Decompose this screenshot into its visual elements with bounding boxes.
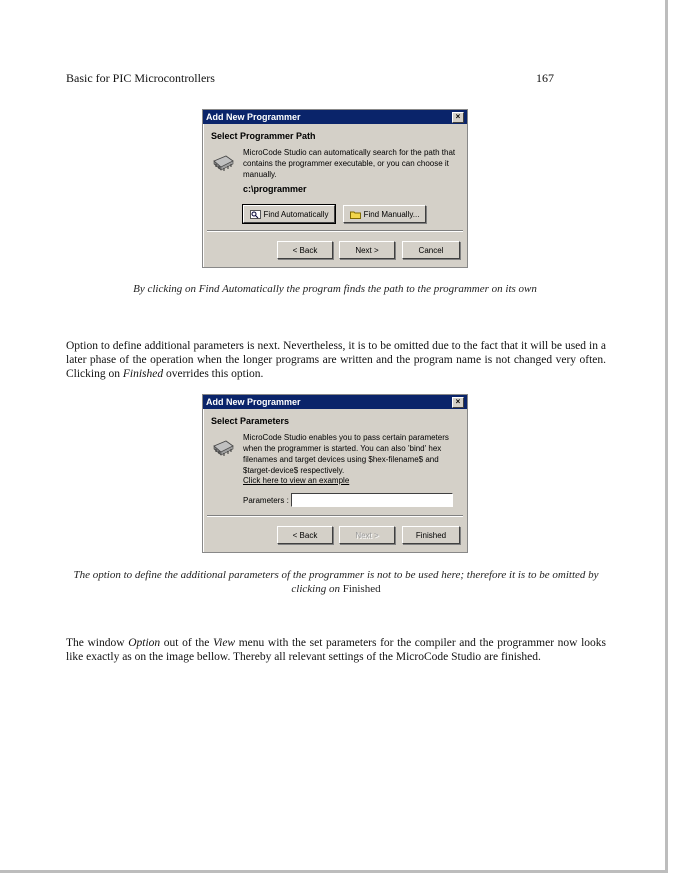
back-button[interactable] [277, 526, 333, 544]
paragraph-emphasis: Option [128, 637, 161, 649]
caption-text: The option to define the additional parameters of the programmer is not to be used here; therefore it is to be omitted by clicking on [73, 569, 599, 595]
close-button[interactable]: × [452, 397, 464, 408]
find-automatically-button[interactable] [243, 205, 335, 223]
paragraph-text: Option to define additional parameters is next. Nevertheless, it is to be omitted due to the fact that it will be used in a later phase of the operation when the longer programs are written and the program name is not changed very often. Clicking on [66, 340, 606, 380]
dialog-description: MicroCode Studio enables you to pass certain parameters when the programmer is started. You can also 'bind' hex filenames and target devices using $hex-filename$ and $target-device$ respectively. [243, 433, 449, 475]
find-automatically-label: Find Automatically [263, 209, 329, 219]
next-label: Next > [355, 245, 379, 255]
paragraph-text: overrides this option. [163, 368, 264, 380]
paragraph-parameters [66, 339, 606, 381]
paragraph-text: out of the [160, 637, 213, 649]
separator [207, 515, 463, 517]
folder-icon [350, 210, 361, 219]
back-button[interactable] [277, 241, 333, 259]
parameters-label: Parameters : [243, 496, 289, 505]
dialog-title: Add New Programmer [206, 397, 301, 407]
paragraph-emphasis: Finished [122, 368, 164, 380]
dialog-titlebar [203, 110, 467, 124]
caption-emphasis: Finished [342, 583, 381, 595]
back-label: < Back [292, 530, 318, 540]
paragraph-text: The window [66, 637, 129, 649]
dialog-description: MicroCode Studio can automatically search for the path that contains the programmer executable, or you can choose it manually. [243, 148, 456, 179]
finished-button[interactable] [402, 526, 460, 544]
back-label: < Back [292, 245, 318, 255]
running-header-title: Basic for PIC Microcontrollers [66, 71, 215, 85]
cancel-label: Cancel [418, 245, 444, 255]
chip-icon [211, 153, 235, 173]
cancel-button[interactable] [402, 241, 460, 259]
find-manually-button[interactable] [343, 205, 426, 223]
figure-caption-2 [66, 568, 606, 596]
next-button[interactable] [339, 526, 395, 544]
add-programmer-dialog-path [202, 109, 468, 268]
chip-icon [211, 438, 235, 458]
example-link[interactable]: Click here to view an example [243, 476, 350, 485]
finished-label: Finished [415, 530, 447, 540]
dialog-titlebar [203, 395, 467, 409]
programmer-path-value: c:\programmer [243, 184, 307, 194]
next-button[interactable] [339, 241, 395, 259]
paragraph-emphasis: View [212, 637, 236, 649]
find-icon [250, 210, 261, 219]
page-number: 167 [536, 71, 554, 85]
dialog-title: Add New Programmer [206, 112, 301, 122]
section-heading: Select Parameters [211, 416, 290, 426]
figure-caption-1: By clicking on Find Automatically the program finds the path to the programmer on its own [133, 283, 537, 295]
paragraph-option-window [66, 636, 606, 664]
close-button[interactable]: × [452, 112, 464, 123]
next-label: Next > [355, 530, 379, 540]
parameters-input[interactable] [291, 493, 453, 507]
separator [207, 230, 463, 232]
paragraph-text: menu with the set parameters for the compiler and the programmer now looks like exactly as on the image bellow. Thereby all relevant settings of the MicroCode Studio are finished. [66, 637, 606, 663]
add-programmer-dialog-parameters [202, 394, 468, 553]
section-heading: Select Programmer Path [211, 131, 316, 141]
find-manually-label: Find Manually... [363, 209, 420, 219]
